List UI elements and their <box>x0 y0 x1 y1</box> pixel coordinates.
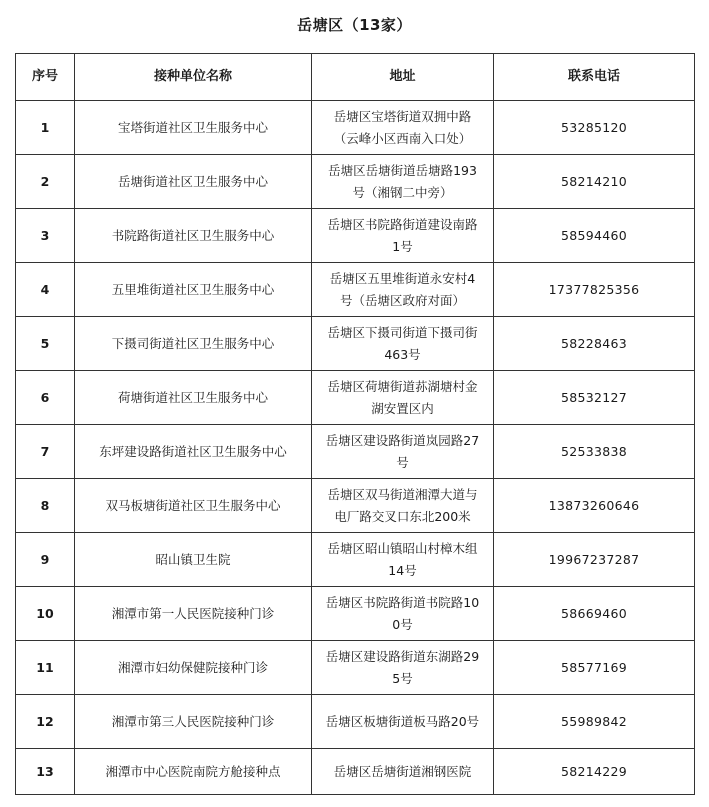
site-phone: 53285120 <box>494 101 695 155</box>
site-name: 下摄司街道社区卫生服务中心 <box>75 317 312 371</box>
row-number: 6 <box>16 371 75 425</box>
table-row <box>16 209 695 263</box>
site-name: 湘潭市中心医院南院方舱接种点 <box>75 749 312 795</box>
row-number: 5 <box>16 317 75 371</box>
address-line: （云峰小区西南入口处） <box>333 130 472 146</box>
site-name: 岳塘街道社区卫生服务中心 <box>75 155 312 209</box>
row-number: 1 <box>16 101 75 155</box>
table-row <box>16 101 695 155</box>
address-line: 14号 <box>388 562 417 578</box>
table-body <box>16 101 695 795</box>
header-phone: 联系电话 <box>494 54 695 101</box>
site-name: 书院路街道社区卫生服务中心 <box>75 209 312 263</box>
row-number: 2 <box>16 155 75 209</box>
site-address <box>312 641 494 695</box>
row-number: 11 <box>16 641 75 695</box>
row-number: 12 <box>16 695 75 749</box>
table-row <box>16 749 695 795</box>
table-row <box>16 317 695 371</box>
address-line: 号 <box>396 454 409 470</box>
table-row <box>16 695 695 749</box>
row-number: 7 <box>16 425 75 479</box>
site-name: 双马板塘街道社区卫生服务中心 <box>75 479 312 533</box>
site-phone: 17377825356 <box>494 263 695 317</box>
address-line: 岳塘区双马街道湘潭大道与 <box>327 486 478 502</box>
address-line: 电厂路交叉口东北200米 <box>334 508 471 524</box>
table-row <box>16 641 695 695</box>
site-name: 湘潭市妇幼保健院接种门诊 <box>75 641 312 695</box>
header-name: 接种单位名称 <box>75 54 312 101</box>
table-row <box>16 425 695 479</box>
row-number: 10 <box>16 587 75 641</box>
vaccination-sites-table <box>15 53 695 795</box>
site-name: 湘潭市第三人民医院接种门诊 <box>75 695 312 749</box>
address-line: 岳塘区板塘街道板马路20号 <box>325 713 480 729</box>
address-line: 岳塘区荷塘街道荪湖塘村金 <box>327 378 478 394</box>
site-name: 东坪建设路街道社区卫生服务中心 <box>75 425 312 479</box>
header-address: 地址 <box>312 54 494 101</box>
site-phone: 19967237287 <box>494 533 695 587</box>
address-line: 岳塘区下摄司街道下摄司街 <box>327 324 478 340</box>
address-line: 岳塘区岳塘街道湘钢医院 <box>333 763 472 779</box>
page-title: 岳塘区（13家） <box>297 16 412 34</box>
site-address <box>312 101 494 155</box>
site-phone: 13873260646 <box>494 479 695 533</box>
row-number: 8 <box>16 479 75 533</box>
address-line: 1号 <box>392 238 413 254</box>
site-address <box>312 479 494 533</box>
site-address <box>312 533 494 587</box>
site-phone: 58577169 <box>494 641 695 695</box>
address-line: 岳塘区宝塔街道双拥中路 <box>333 108 472 124</box>
site-name: 昭山镇卫生院 <box>75 533 312 587</box>
table-row <box>16 533 695 587</box>
address-line: 号（湘钢二中旁） <box>352 184 453 200</box>
site-address <box>312 317 494 371</box>
site-name: 五里堆街道社区卫生服务中心 <box>75 263 312 317</box>
site-phone: 52533838 <box>494 425 695 479</box>
row-number: 9 <box>16 533 75 587</box>
address-line: 岳塘区建设路街道岚园路27 <box>325 432 480 448</box>
address-line: 463号 <box>384 346 421 362</box>
site-phone: 58594460 <box>494 209 695 263</box>
site-address <box>312 371 494 425</box>
row-number: 13 <box>16 749 75 795</box>
header-no: 序号 <box>16 54 75 101</box>
table-row <box>16 371 695 425</box>
site-name: 荷塘街道社区卫生服务中心 <box>75 371 312 425</box>
address-line: 岳塘区岳塘街道岳塘路193 <box>328 162 477 178</box>
site-phone: 58532127 <box>494 371 695 425</box>
address-line: 岳塘区书院路街道建设南路 <box>327 216 478 232</box>
address-line: 0号 <box>392 616 413 632</box>
site-phone: 58214229 <box>494 749 695 795</box>
table-row <box>16 155 695 209</box>
header-row <box>16 54 695 101</box>
address-line: 号（岳塘区政府对面） <box>339 292 465 308</box>
site-address <box>312 209 494 263</box>
address-line: 岳塘区建设路街道东湖路29 <box>325 648 480 664</box>
address-line: 5号 <box>392 670 413 686</box>
row-number: 3 <box>16 209 75 263</box>
row-number: 4 <box>16 263 75 317</box>
site-address <box>312 587 494 641</box>
address-line: 岳塘区书院路街道书院路10 <box>325 594 480 610</box>
table-row <box>16 479 695 533</box>
table-row <box>16 587 695 641</box>
site-phone: 58214210 <box>494 155 695 209</box>
site-phone: 55989842 <box>494 695 695 749</box>
address-line: 湖安置区内 <box>371 400 434 416</box>
address-line: 岳塘区昭山镇昭山村樟木组 <box>327 540 478 556</box>
site-address <box>312 263 494 317</box>
site-name: 宝塔街道社区卫生服务中心 <box>75 101 312 155</box>
site-address <box>312 749 494 795</box>
address-line: 岳塘区五里堆街道永安村4 <box>329 270 476 286</box>
site-phone: 58669460 <box>494 587 695 641</box>
table-row <box>16 263 695 317</box>
site-phone: 58228463 <box>494 317 695 371</box>
site-address <box>312 155 494 209</box>
site-address <box>312 695 494 749</box>
site-address <box>312 425 494 479</box>
site-name: 湘潭市第一人民医院接种门诊 <box>75 587 312 641</box>
